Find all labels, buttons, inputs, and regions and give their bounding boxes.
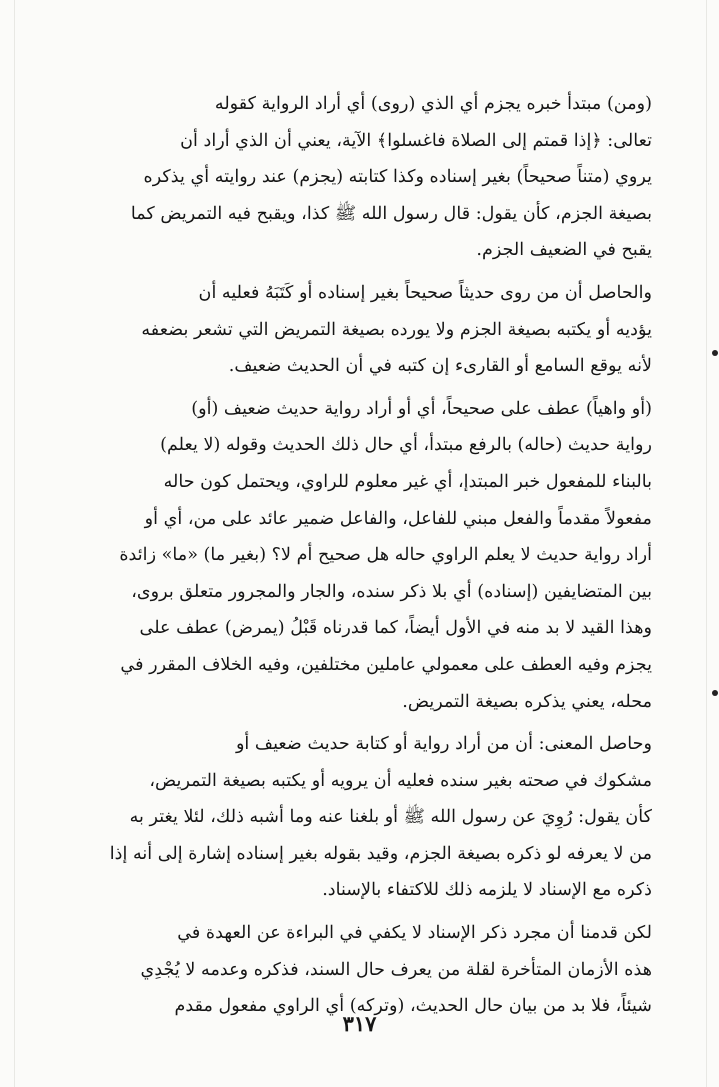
paragraph-5 [94, 915, 652, 1025]
text-line: هذه الأزمان المتأخرة لقلة من يعرف حال السند، فذكره وعدمه لا يُجْدِي [140, 959, 652, 980]
text-line: من لا يعرفه لو ذكره بصيغة الجزم، وقيد بقوله بغير إسناده إشارة إلى أنه إذا [109, 843, 652, 864]
text-line: وهذا القيد لا بد منه في الأول أيضاً، كما قدرناه قَبْلُ (يمرض) عطف على [139, 618, 652, 639]
paragraph-1 [94, 86, 652, 269]
page-edge-left [14, 0, 15, 1087]
margin-dot [712, 350, 718, 356]
text-line: ذكره مع الإسناد لا يلزمه ذلك للاكتفاء بالإسناد. [322, 880, 652, 901]
text-line: يقبح في الضعيف الجزم. [476, 240, 652, 261]
text-line: يروي (متناً صحيحاً) بغير إسناده وكذا كتابته (يجزم) عند روايته أي يذكره [143, 167, 652, 188]
body-text [94, 86, 652, 1025]
text-line: محله، يعني يذكره بصيغة التمريض. [402, 691, 652, 712]
text-line: شيئاً، فلا بد من بيان حال الحديث، (وتركه) أي الراوي مفعول مقدم [174, 996, 652, 1017]
page-edge-right [706, 0, 707, 1087]
text-line: (أو واهياً) عطف على صحيحاً، أي أو أراد رواية حديث ضعيف (أو) [191, 398, 652, 419]
text-line: وحاصل المعنى: أن من أراد رواية أو كتابة حديث ضعيف أو [235, 734, 652, 755]
text-line: والحاصل أن من روى حديثاً صحيحاً بغير إسناده أو كَتَبَهُ فعليه أن [198, 282, 652, 303]
text-line: لأنه يوقع السامع أو القارىء إن كتبه في أن الحديث ضعيف. [228, 356, 652, 377]
text-line: بالبناء للمفعول خبر المبتدإ، أي غير معلوم للراوي، ويحتمل كون حاله [163, 471, 652, 492]
paragraph-4 [94, 726, 652, 909]
text-line: كأن يقول: رُوِيَ عن رسول الله ﷺ أو بلغنا عنه وما أشبه ذلك، لئلا يغتر به [129, 807, 652, 828]
text-line: رواية حديث (حاله) بالرفع مبتدأ، أي حال ذلك الحديث وقوله (لا يعلم) [160, 435, 652, 456]
text-line: تعالى: ﴿إذا قمتم إلى الصلاة فاغسلوا﴾ الآية، يعني أن الذي أراد أن [180, 130, 652, 151]
text-line: بين المتضايفين (إسناده) أي بلا ذكر سنده، والجار والمجرور متعلق بروى، [131, 581, 652, 602]
text-line: يؤديه أو يكتبه بصيغة الجزم ولا يورده بصيغة التمريض التي تشعر بضعفه [141, 319, 652, 340]
page-number: ٣١٧ [342, 1011, 377, 1036]
margin-dot [712, 690, 718, 696]
paragraph-3 [94, 391, 652, 720]
paragraph-2 [94, 275, 652, 385]
text-line: مفعولاً مقدماً والفعل مبني للفاعل، والفاعل ضمير عائد على من، أي أو [144, 508, 652, 529]
text-line: لكن قدمنا أن مجرد ذكر الإسناد لا يكفي في البراءة عن العهدة في [177, 923, 652, 944]
text-line: (ومن) مبتدأ خبره يجزم أي الذي (روى) أي أراد الرواية كقوله [214, 94, 652, 114]
text-line: يجزم وفيه العطف على معمولي عاملين مختلفين، وفيه الخلاف المقرر في [120, 654, 652, 675]
text-line: مشكوك في صحته بغير سنده فعليه أن يرويه أو يكتبه بصيغة التمريض، [149, 770, 652, 791]
text-line: أراد رواية حديث لا يعلم الراوي حاله هل صحيح أم لا؟ (بغير ما) «ما» زائدة [119, 545, 652, 566]
text-line: بصيغة الجزم، كأن يقول: قال رسول الله ﷺ كذا، ويقبح فيه التمريض كما [130, 203, 652, 224]
